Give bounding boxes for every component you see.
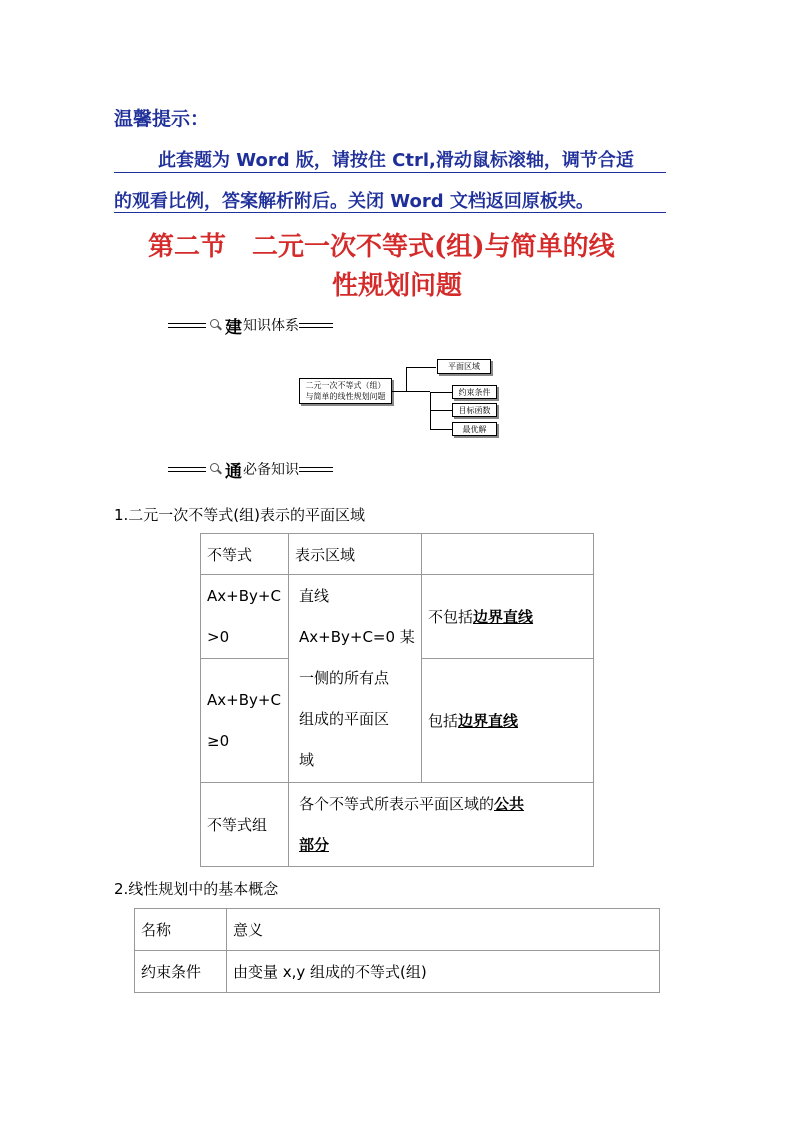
tip-line-2: 的观看比例，答案解析附后。关闭 Word 文档返回原板块。 — [114, 191, 594, 212]
mindmap-branch: 平面区域 — [437, 359, 491, 374]
tip-title: 温馨提示： — [114, 108, 210, 130]
table-row — [201, 783, 594, 867]
mindmap-connector — [430, 392, 452, 393]
mindmap-connector — [392, 391, 406, 392]
boundary-keyword: 边界直线 — [458, 712, 519, 730]
region-line: 直线 — [299, 587, 330, 605]
essential-knowledge-header — [168, 459, 333, 482]
system-region-cell — [289, 783, 594, 867]
boundary-keyword: 边界直线 — [473, 608, 534, 626]
inequality-cell — [201, 575, 289, 659]
inequality-region-table — [200, 533, 594, 867]
table-header-cell: 表示区域 — [289, 534, 422, 575]
mindmap-connector — [406, 367, 436, 368]
linear-programming-concepts-table — [134, 908, 660, 993]
table-header-row — [135, 909, 660, 951]
system-desc-keyword: 公共 — [494, 794, 525, 813]
boundary-prefix: 包括 — [428, 712, 459, 730]
section-title-line-1: 第二节 二元一次不等式(组)与简单的线 — [148, 232, 615, 262]
mindmap-branch: 最优解 — [452, 422, 497, 436]
inequality-line: ≥0 — [207, 731, 230, 750]
mindmap-connector — [430, 410, 452, 411]
region-line: 组成的平面区 — [299, 710, 390, 728]
table-header-cell: 名称 — [135, 909, 227, 951]
knowledge-system-header — [168, 315, 333, 338]
table-header-cell: 不等式 — [201, 534, 289, 575]
mindmap-root-line-2: 与简单的线性规划问题 — [305, 392, 386, 401]
boundary-cell — [422, 659, 594, 783]
boundary-cell — [422, 575, 594, 659]
mindmap-branch: 约束条件 — [452, 385, 497, 399]
inequality-line: Ax+By+C — [207, 690, 281, 709]
table-row — [135, 951, 660, 993]
section-title-line-2: 性规划问题 — [331, 271, 462, 301]
inequality-cell — [201, 659, 289, 783]
region-cell — [289, 575, 422, 783]
table-header-cell — [422, 534, 594, 575]
tip-underline-1 — [114, 172, 666, 173]
table-header-cell: 意义 — [227, 909, 660, 951]
mindmap-connector — [406, 391, 430, 392]
part2-heading: 2.线性规划中的基本概念 — [114, 880, 279, 898]
mindmap-root — [299, 378, 392, 404]
mindmap-branch: 目标函数 — [452, 403, 497, 417]
region-line: 一侧的所有点 — [299, 669, 390, 687]
concept-name-cell: 约束条件 — [135, 951, 227, 993]
mindmap-root-line-1: 二元一次不等式（组） — [305, 381, 386, 390]
concept-meaning-cell: 由变量 x,y 组成的不等式(组) — [227, 951, 660, 993]
region-line: Ax+By+C=0 某 — [299, 628, 415, 646]
tip-underline-2 — [114, 212, 666, 213]
mindmap-connector — [406, 367, 407, 392]
section-label: 必备知识 — [243, 462, 299, 478]
region-line: 域 — [299, 751, 315, 769]
mindmap-connector — [430, 392, 431, 430]
magnifier-icon — [209, 318, 223, 332]
section-badge: 通 — [225, 461, 242, 482]
section-label: 知识体系 — [243, 318, 299, 334]
boundary-prefix: 不包括 — [428, 608, 474, 626]
double-rule-left — [168, 323, 206, 328]
inequality-line: Ax+By+C — [207, 586, 281, 605]
section-badge: 建 — [225, 317, 242, 338]
part1-heading: 1.二元一次不等式(组)表示的平面区域 — [114, 506, 366, 524]
mindmap-connector — [430, 429, 452, 430]
double-rule-left — [168, 467, 206, 472]
double-rule-right — [299, 467, 333, 472]
system-desc-keyword: 部分 — [299, 835, 330, 854]
system-desc-prefix: 各个不等式所表示平面区域的 — [299, 794, 495, 813]
inequality-line: >0 — [207, 627, 230, 646]
magnifier-icon — [209, 462, 223, 476]
inequality-cell: 不等式组 — [201, 783, 289, 867]
table-header-row — [201, 534, 594, 575]
tip-line-1: 此套题为 Word 版，请按住 Ctrl,滑动鼠标滚轴，调节合适 — [158, 150, 634, 171]
table-row — [201, 575, 594, 659]
double-rule-right — [299, 323, 333, 328]
